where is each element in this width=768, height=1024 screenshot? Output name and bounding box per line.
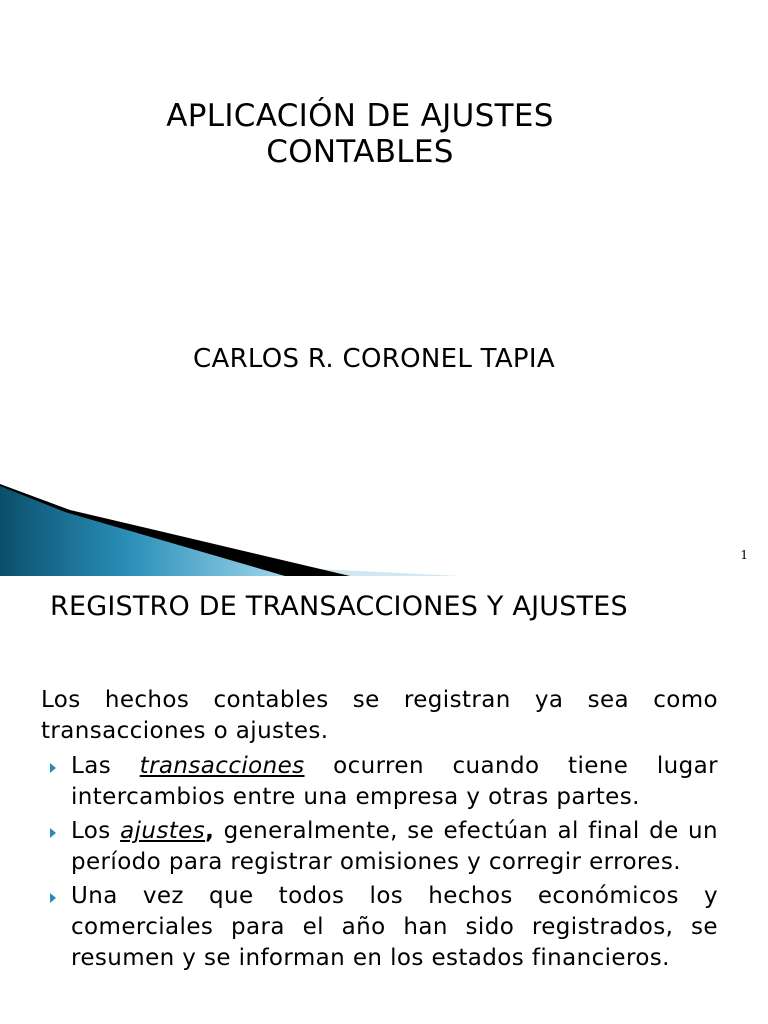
content-slide (0, 576, 768, 1024)
bullet-item (50, 751, 718, 813)
slide-heading: REGISTRO DE TRANSACCIONES Y AJUSTES (50, 591, 628, 622)
triangle-bullet-icon (50, 763, 56, 773)
slide-title-line-1: APLICACIÓN DE AJUSTES (166, 98, 554, 134)
bullet-text: Una vez que todos los hechos económicos y comerciales para el año han sido registrados, se resumen y se informan en los estados financieros. (71, 883, 718, 971)
bullet-item (50, 881, 718, 974)
bullet-term: ajustes (120, 818, 206, 844)
intro-paragraph: Los hechos contables se registran ya sea como transacciones o ajustes. (41, 687, 718, 744)
bullet-text-pre: Los (71, 818, 121, 844)
slide-title (60, 98, 660, 170)
decorative-swoosh (0, 470, 768, 576)
bullet-text-post: ocurren cuando tiene lugar intercambios entre una empresa y otras partes. (71, 753, 718, 810)
bullet-term-comma: , (205, 818, 215, 844)
page-number: 1 (740, 548, 748, 562)
slide-title-line-2: CONTABLES (266, 134, 454, 170)
author-name: CARLOS R. CORONEL TAPIA (193, 344, 555, 374)
bullet-item (50, 816, 718, 878)
triangle-bullet-icon (50, 893, 56, 903)
bullet-text-pre: Las (71, 753, 140, 779)
bullet-term: transacciones (139, 753, 305, 779)
bullet-text-post: generalmente, se efectúan al final de un período para registrar omisiones y corregir errores. (71, 818, 718, 875)
triangle-bullet-icon (50, 828, 56, 838)
bullet-list (50, 751, 718, 977)
